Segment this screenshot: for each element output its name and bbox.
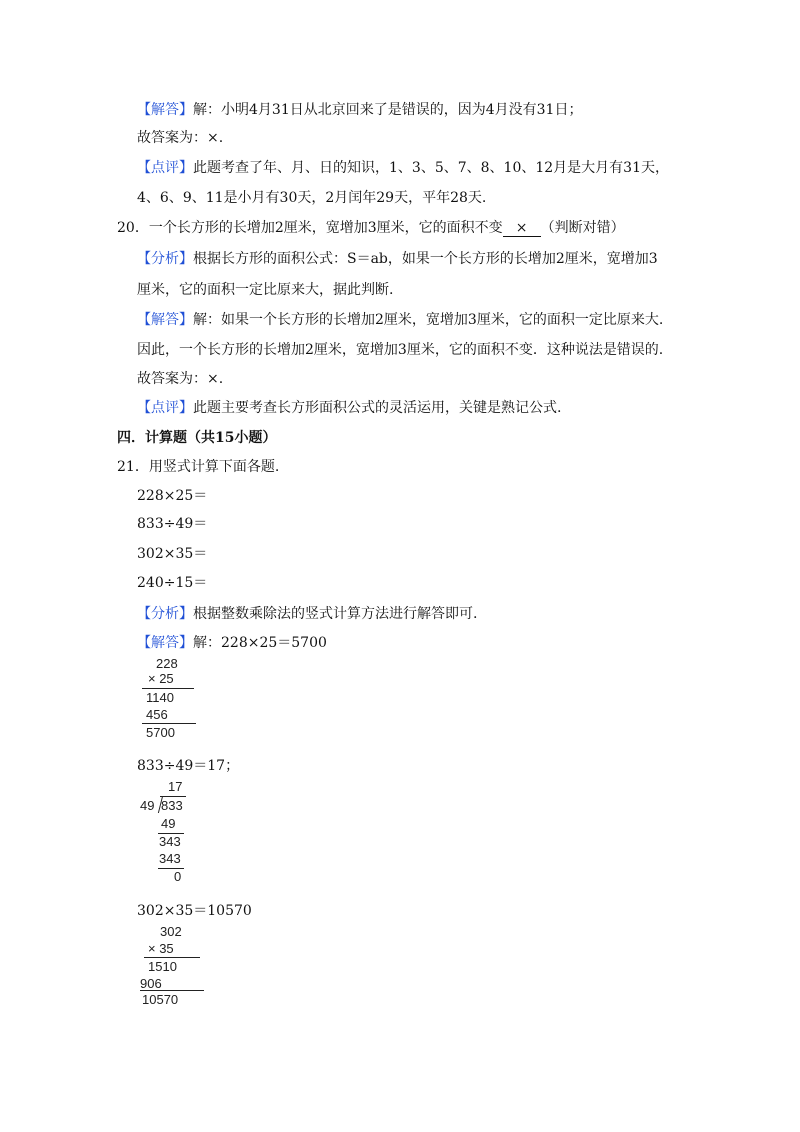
product: 5700 xyxy=(146,725,175,740)
q19-review-line-2: 4、6、9、11是小月有30天，2月闰年29天，平年28天. xyxy=(137,190,487,206)
product: 10570 xyxy=(142,992,179,1007)
quotient: 17 xyxy=(168,779,183,794)
analysis-text: 根据长方形的面积公式：S＝ab，如果一个长方形的长增加2厘米，宽增加3 xyxy=(193,251,658,267)
partial-product-1: 1510 xyxy=(148,959,177,974)
subtrahend-1: 49 xyxy=(161,816,176,831)
question-number: 20． xyxy=(117,220,149,236)
q19-result: 故答案为：×. xyxy=(137,130,224,146)
review-text: 此题考查了年、月、日的知识，1、3、5、7、8、10、12月是大月有31天， xyxy=(193,160,669,176)
problem-3: 302×35＝ xyxy=(137,546,208,562)
q19-review-line xyxy=(137,158,669,178)
analysis-text: 根据整数乘除法的竖式计算方法进行解答即可. xyxy=(193,606,478,622)
partial-product-1: 1140 xyxy=(146,690,174,705)
q20-answer-line-2: 因此，一个长方形的长增加2厘米，宽增加3厘米，它的面积不变．这种说法是错误的. xyxy=(137,342,664,358)
q20-stem-line xyxy=(117,218,625,238)
partial-product-2: 906 xyxy=(140,976,162,991)
multiplicand: 302 xyxy=(160,924,182,939)
problem-2: 833÷49＝ xyxy=(137,516,208,532)
q19-answer-line xyxy=(137,100,582,120)
answer-text: 解：如果一个长方形的长增加2厘米，宽增加3厘米，它的面积一定比原来大. xyxy=(193,312,664,328)
partial-product-2: 456 xyxy=(146,707,168,722)
q20-result: 故答案为：×. xyxy=(137,371,224,387)
problem-4: 240÷15＝ xyxy=(137,575,208,591)
review-tag: 【点评】 xyxy=(137,160,193,176)
review-tag: 【点评】 xyxy=(137,400,193,416)
section-title: 四．计算题（共15小题） xyxy=(117,430,277,446)
answer-tag: 【解答】 xyxy=(137,102,193,118)
remainder-1: 343 xyxy=(159,834,181,849)
multiplicand: 228 xyxy=(156,656,178,671)
review-text: 此题主要考查长方形面积公式的灵活运用，关键是熟记公式. xyxy=(193,400,562,416)
vertical-multiplication-1 xyxy=(140,656,210,740)
q20-analysis-line-2: 厘米，它的面积一定比原来大，据此判断. xyxy=(137,282,394,298)
q21-result-3: 302×35＝10570 xyxy=(137,903,252,919)
divisor: 49 xyxy=(140,798,155,813)
q20-review-line xyxy=(137,398,561,418)
problem-1: 228×25＝ xyxy=(137,488,208,504)
answer-tag: 【解答】 xyxy=(137,312,193,328)
multiplier: × 35 xyxy=(148,941,174,956)
q21-answer-line xyxy=(137,633,327,653)
dividend: 833 xyxy=(161,798,183,813)
q21-analysis-line xyxy=(137,604,477,624)
division-bar xyxy=(160,796,186,797)
question-stem: 一个长方形的长增加2厘米，宽增加3厘米，它的面积不变 xyxy=(148,220,503,236)
rule xyxy=(140,990,204,991)
analysis-tag: 【分析】 xyxy=(137,606,193,622)
rule xyxy=(142,723,196,724)
q21-result-2: 833÷49＝17； xyxy=(137,758,240,774)
answer-text: 解：小明4月31日从北京回来了是错误的，因为4月没有31日； xyxy=(193,102,583,118)
q20-answer-line xyxy=(137,310,663,330)
question-stem: 用竖式计算下面各题. xyxy=(148,459,280,475)
question-suffix: （判断对错） xyxy=(540,220,625,236)
multiplier: × 25 xyxy=(148,671,174,686)
rule xyxy=(142,688,194,689)
final-remainder: 0 xyxy=(174,869,182,884)
question-number: 21． xyxy=(117,459,149,475)
vertical-multiplication-2 xyxy=(140,924,220,1010)
q21-stem-line xyxy=(117,457,279,477)
answer-text: 解：228×25＝5700 xyxy=(193,635,327,651)
rule xyxy=(144,957,200,958)
analysis-tag: 【分析】 xyxy=(137,251,193,267)
long-division xyxy=(138,779,208,885)
subtrahend-2: 343 xyxy=(159,851,181,866)
answer-tag: 【解答】 xyxy=(137,635,193,651)
answer-blank: × xyxy=(503,220,541,237)
q20-analysis-line xyxy=(137,249,658,269)
